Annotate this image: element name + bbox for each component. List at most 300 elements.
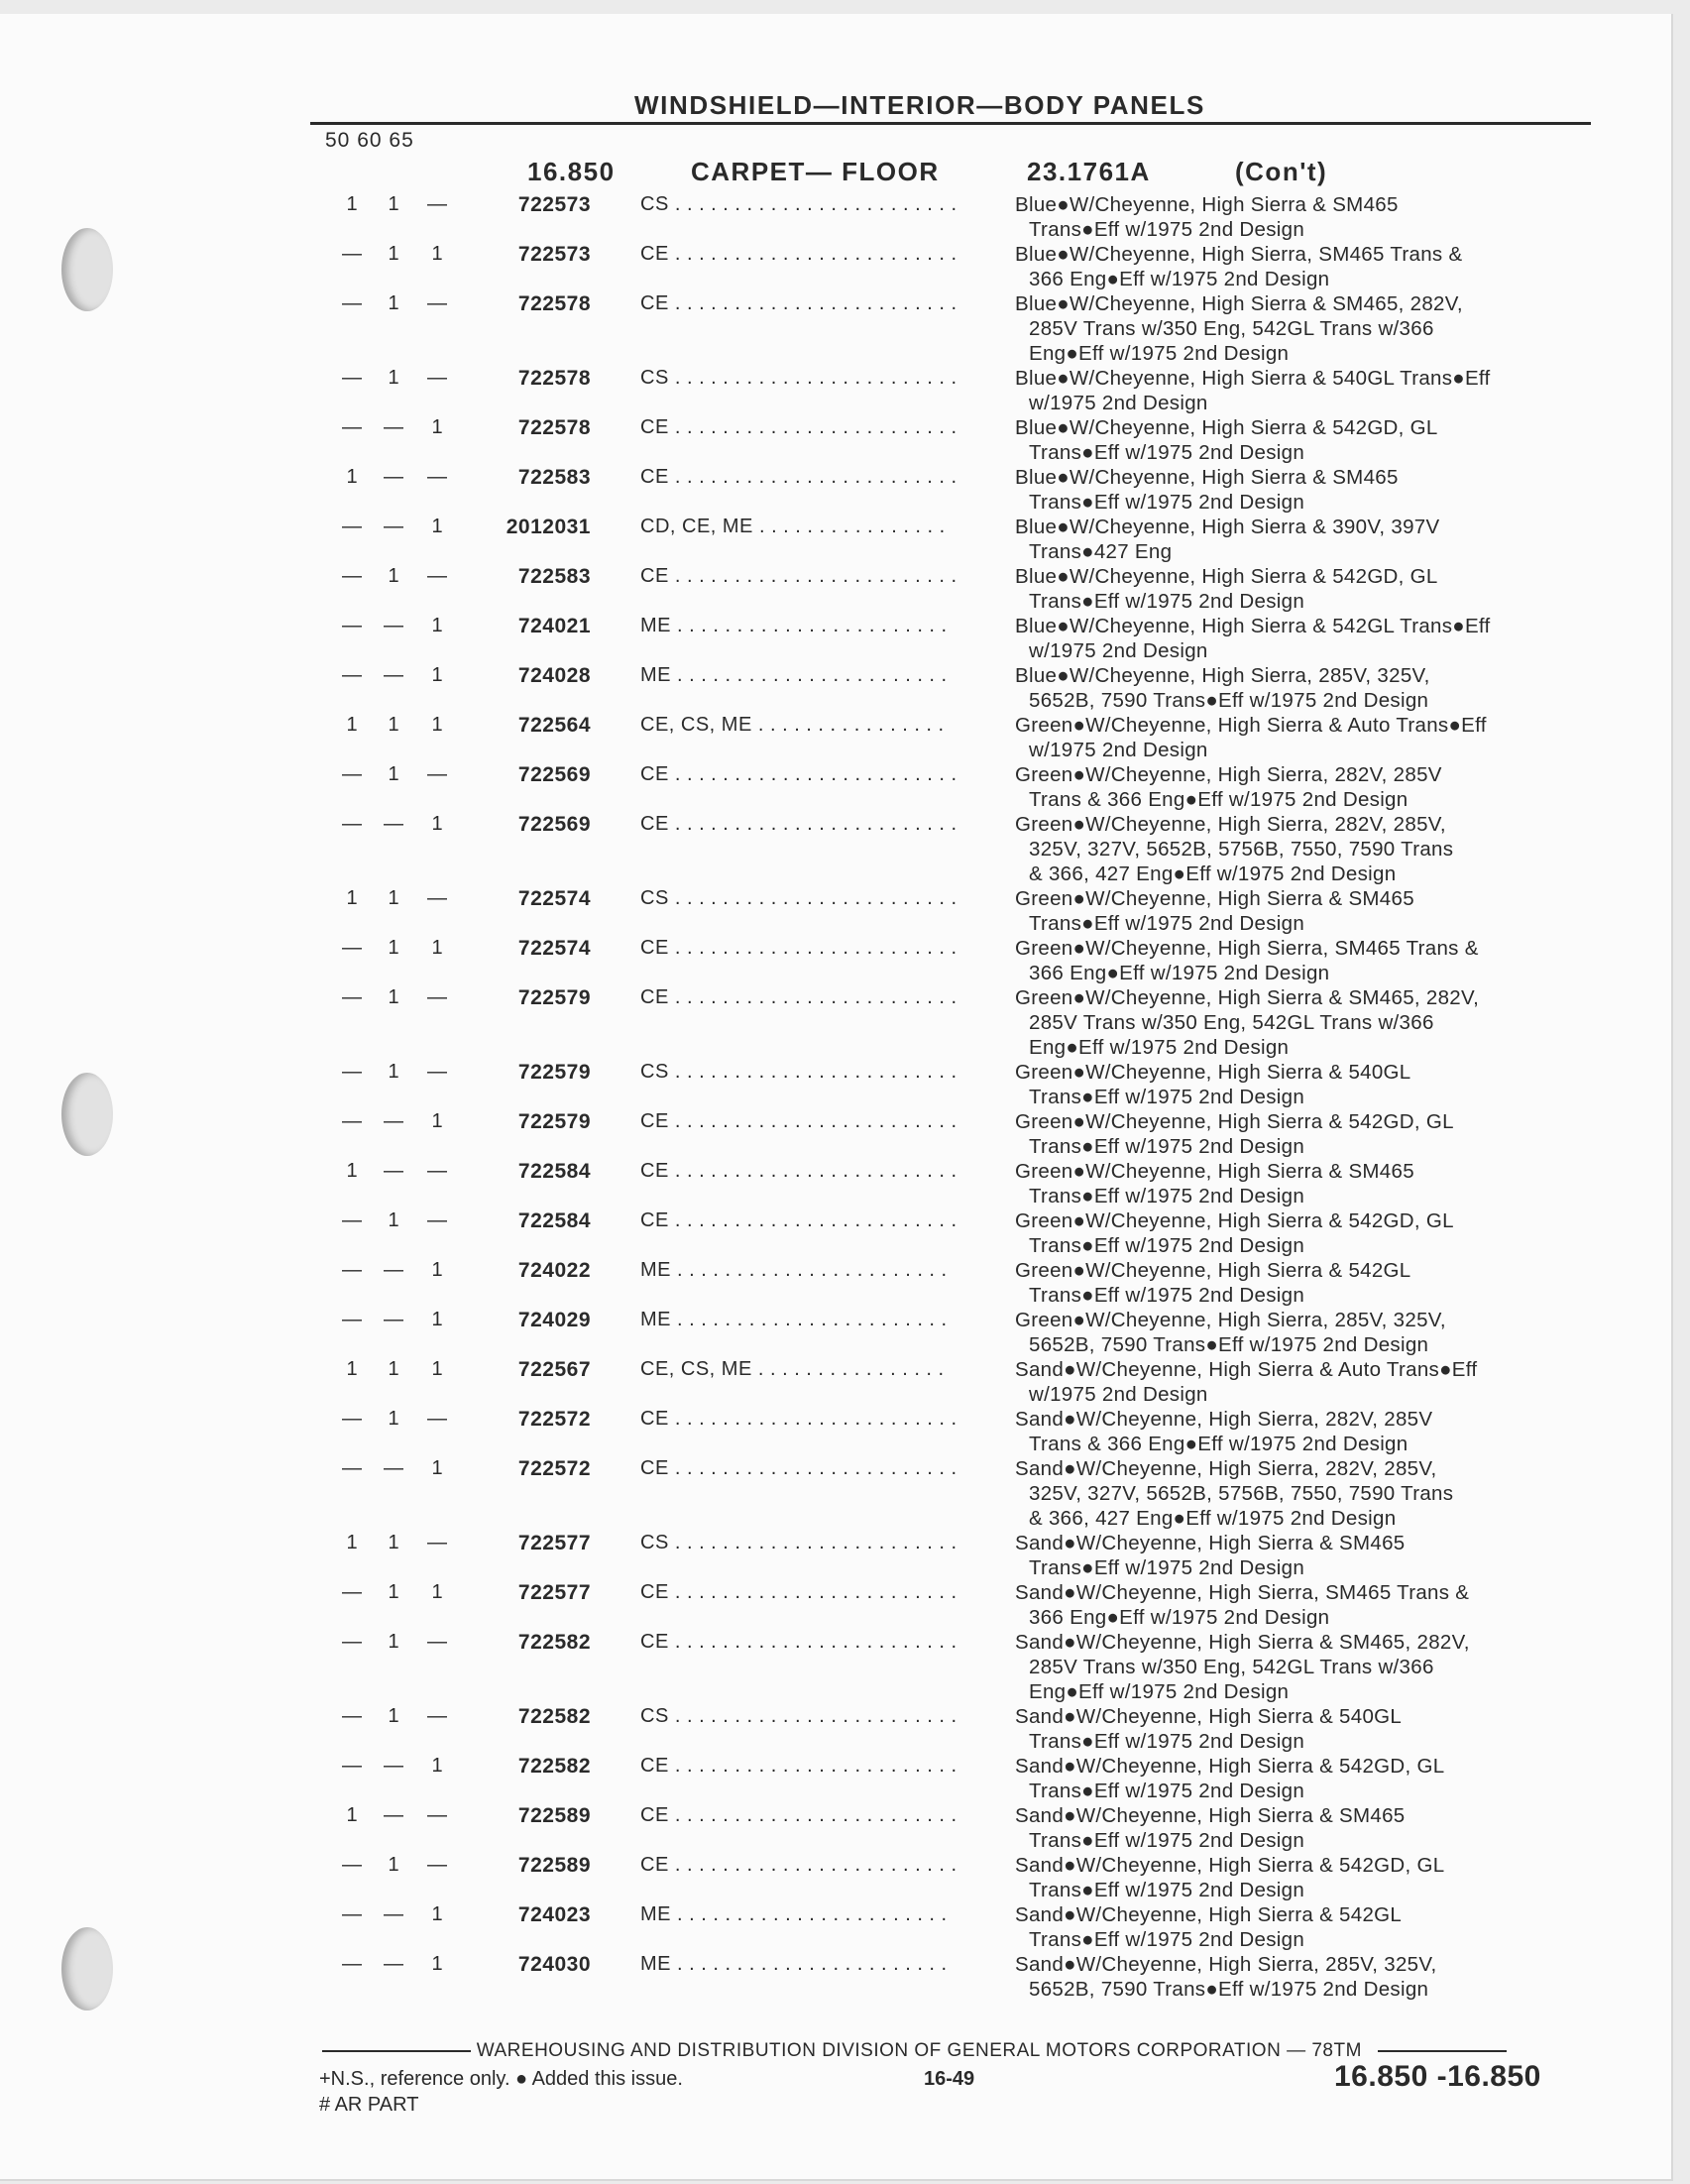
year-50-qty: — <box>342 1408 362 1430</box>
table-row <box>0 713 1671 762</box>
part-number: 722583 <box>517 565 591 588</box>
year-50-qty: — <box>342 1705 362 1727</box>
part-number: 724023 <box>517 1903 591 1926</box>
year-50-qty: 1 <box>346 1804 358 1826</box>
description-line: 5652B, 7590 Trans●Eff w/1975 2nd Design <box>1029 1978 1429 2001</box>
part-number: 722579 <box>517 986 591 1009</box>
model-codes: CS . . . . . . . . . . . . . . . . . . . . . . . . <box>640 367 958 389</box>
section-ref: 23.1761A <box>1027 157 1151 186</box>
table-row <box>0 366 1671 415</box>
year-50-qty: — <box>342 516 362 537</box>
year-50-qty: — <box>342 1061 362 1083</box>
part-description <box>1015 1060 1610 1109</box>
footer-legend: +N.S., reference only. ● Added this issue. <box>319 2068 683 2090</box>
description-line: Blue●W/Cheyenne, High Sierra, 285V, 325V, <box>1015 664 1430 687</box>
part-description <box>1015 713 1610 762</box>
table-row <box>0 1407 1671 1456</box>
part-description <box>1015 762 1610 812</box>
part-number: 722579 <box>517 1110 591 1133</box>
model-codes: CE . . . . . . . . . . . . . . . . . . . . . . . . <box>640 986 958 1008</box>
description-line: Trans●427 Eng <box>1029 540 1173 563</box>
year-65-qty: — <box>427 887 447 909</box>
model-codes: CE . . . . . . . . . . . . . . . . . . . . . . . . <box>640 1755 958 1777</box>
part-number: 724029 <box>517 1309 591 1331</box>
year-60-qty: 1 <box>388 1358 399 1380</box>
part-description <box>1015 1531 1610 1580</box>
part-number: 722574 <box>517 937 591 960</box>
year-50-qty: — <box>342 565 362 587</box>
table-row <box>0 465 1671 515</box>
table-row <box>0 1853 1671 1902</box>
year-60-qty: 1 <box>388 565 399 587</box>
table-row <box>0 1357 1671 1407</box>
table-row <box>0 192 1671 242</box>
part-description <box>1015 1456 1610 1531</box>
description-line: Green●W/Cheyenne, High Sierra, 282V, 285V <box>1015 763 1442 786</box>
year-50-qty: — <box>342 1209 362 1231</box>
year-60-qty: — <box>384 1755 403 1777</box>
year-65-qty: — <box>427 1532 447 1553</box>
year-60-qty: — <box>384 813 403 835</box>
part-description <box>1015 366 1610 415</box>
part-number: 722583 <box>517 466 591 489</box>
year-65-qty: — <box>427 292 447 314</box>
part-description <box>1015 1357 1610 1407</box>
year-65-qty: — <box>427 1408 447 1430</box>
table-row <box>0 1060 1671 1109</box>
model-codes: ME . . . . . . . . . . . . . . . . . . . . . . . <box>640 1309 948 1330</box>
part-description <box>1015 1630 1610 1704</box>
description-line: Trans●Eff w/1975 2nd Design <box>1029 590 1305 613</box>
model-codes: CE . . . . . . . . . . . . . . . . . . . . . . . . <box>640 813 958 835</box>
year-50-qty: 1 <box>346 1160 358 1182</box>
year-65-qty: 1 <box>431 1259 443 1281</box>
description-line: Sand●W/Cheyenne, High Sierra, 285V, 325V, <box>1015 1953 1437 1976</box>
description-line: Green●W/Cheyenne, High Sierra & 542GD, GL <box>1015 1110 1454 1133</box>
table-row <box>0 1580 1671 1630</box>
year-60-qty: — <box>384 1259 403 1281</box>
year-50-qty: — <box>342 1903 362 1925</box>
year-50-qty: — <box>342 615 362 636</box>
table-row <box>0 1159 1671 1208</box>
year-65-qty: 1 <box>431 416 443 438</box>
title-rule <box>310 122 1591 125</box>
year-50-qty: — <box>342 1953 362 1975</box>
part-number: 722589 <box>517 1854 591 1877</box>
description-line: 5652B, 7590 Trans●Eff w/1975 2nd Design <box>1029 1333 1429 1356</box>
part-description <box>1015 564 1610 614</box>
description-line: & 366, 427 Eng●Eff w/1975 2nd Design <box>1029 862 1397 885</box>
part-description <box>1015 242 1610 291</box>
footer-division-line <box>322 2040 1597 2062</box>
description-line: 285V Trans w/350 Eng, 542GL Trans w/366 <box>1029 317 1434 340</box>
part-description <box>1015 192 1610 242</box>
description-line: Trans●Eff w/1975 2nd Design <box>1029 1879 1305 1901</box>
description-line: w/1975 2nd Design <box>1029 1383 1208 1406</box>
model-codes: CE . . . . . . . . . . . . . . . . . . . . . . . . <box>640 565 958 587</box>
year-65-qty: 1 <box>431 1755 443 1777</box>
table-row <box>0 242 1671 291</box>
description-line: Trans●Eff w/1975 2nd Design <box>1029 218 1305 241</box>
part-number: 722567 <box>517 1358 591 1381</box>
description-line: Sand●W/Cheyenne, High Sierra & 542GD, GL <box>1015 1755 1445 1778</box>
year-65-qty: 1 <box>431 615 443 636</box>
description-line: Trans●Eff w/1975 2nd Design <box>1029 1780 1305 1802</box>
year-50-qty: — <box>342 937 362 959</box>
description-line: Sand●W/Cheyenne, High Sierra & 542GL <box>1015 1903 1403 1926</box>
year-50-qty: — <box>342 1259 362 1281</box>
year-60-qty: 1 <box>388 193 399 215</box>
year-50-qty: 1 <box>346 1532 358 1553</box>
year-65-qty: 1 <box>431 1309 443 1330</box>
description-line: Trans●Eff w/1975 2nd Design <box>1029 1829 1305 1852</box>
description-line: Sand●W/Cheyenne, High Sierra & SM465 <box>1015 1532 1406 1554</box>
description-line: 325V, 327V, 5652B, 5756B, 7550, 7590 Trans <box>1029 1482 1454 1505</box>
table-row <box>0 1109 1671 1159</box>
section-name: CARPET— FLOOR <box>691 157 940 186</box>
model-codes: CE . . . . . . . . . . . . . . . . . . . . . . . . <box>640 1209 958 1231</box>
description-line: Sand●W/Cheyenne, High Sierra, SM465 Trans & <box>1015 1581 1470 1604</box>
table-row <box>0 1952 1671 2002</box>
part-number: 722564 <box>517 714 591 737</box>
model-codes: CE . . . . . . . . . . . . . . . . . . . . . . . . <box>640 1110 958 1132</box>
year-60-qty: 1 <box>388 1408 399 1430</box>
model-codes: CE . . . . . . . . . . . . . . . . . . . . . . . . <box>640 1581 958 1603</box>
year-50-qty: — <box>342 243 362 265</box>
description-line: Trans●Eff w/1975 2nd Design <box>1029 912 1305 935</box>
description-line: Sand●W/Cheyenne, High Sierra, 282V, 285V, <box>1015 1457 1437 1480</box>
year-60-qty: — <box>384 664 403 686</box>
part-number: 722572 <box>517 1408 591 1431</box>
year-60-qty: — <box>384 1160 403 1182</box>
section-continued: (Con't) <box>1235 157 1328 186</box>
description-line: Green●W/Cheyenne, High Sierra & SM465, 282V, <box>1015 986 1480 1009</box>
part-number: 722573 <box>517 243 591 266</box>
description-line: Blue●W/Cheyenne, High Sierra & SM465 <box>1015 193 1399 216</box>
year-65-qty: — <box>427 1061 447 1083</box>
part-number: 722582 <box>517 1631 591 1654</box>
description-line: w/1975 2nd Design <box>1029 639 1208 662</box>
description-line: Trans●Eff w/1975 2nd Design <box>1029 1284 1305 1307</box>
year-60-qty: — <box>384 416 403 438</box>
table-row <box>0 1902 1671 1952</box>
part-description <box>1015 1952 1610 2002</box>
year-65-qty: 1 <box>431 1457 443 1479</box>
description-line: Green●W/Cheyenne, High Sierra, SM465 Trans & <box>1015 937 1479 960</box>
model-codes: CE . . . . . . . . . . . . . . . . . . . . . . . . <box>640 1631 958 1653</box>
part-number: 2012031 <box>506 516 591 538</box>
year-65-qty: — <box>427 1631 447 1653</box>
model-codes: CS . . . . . . . . . . . . . . . . . . . . . . . . <box>640 1705 958 1727</box>
model-codes: CE, CS, ME . . . . . . . . . . . . . . . . <box>640 714 945 736</box>
year-60-qty: 1 <box>388 367 399 389</box>
description-line: 285V Trans w/350 Eng, 542GL Trans w/366 <box>1029 1011 1434 1034</box>
year-50-qty: — <box>342 1309 362 1330</box>
part-number: 724030 <box>517 1953 591 1976</box>
description-line: Blue●W/Cheyenne, High Sierra & 542GD, GL <box>1015 416 1438 439</box>
year-65-qty: 1 <box>431 243 443 265</box>
description-line: Sand●W/Cheyenne, High Sierra & SM465, 282V, <box>1015 1631 1470 1654</box>
year-60-qty: 1 <box>388 292 399 314</box>
description-line: Eng●Eff w/1975 2nd Design <box>1029 1680 1290 1703</box>
table-row <box>0 564 1671 614</box>
section-number: 16.850 <box>527 157 616 186</box>
year-60-qty: 1 <box>388 1705 399 1727</box>
year-65-qty: 1 <box>431 1953 443 1975</box>
model-codes: CE . . . . . . . . . . . . . . . . . . . . . . . . <box>640 1457 958 1479</box>
year-50-qty: 1 <box>346 193 358 215</box>
table-row <box>0 762 1671 812</box>
year-65-qty: 1 <box>431 714 443 736</box>
description-line: Green●W/Cheyenne, High Sierra & 540GL <box>1015 1061 1411 1084</box>
year-65-qty: 1 <box>431 1110 443 1132</box>
part-description <box>1015 1159 1610 1208</box>
part-number: 722574 <box>517 887 591 910</box>
part-description <box>1015 1308 1610 1357</box>
year-65-qty: — <box>427 193 447 215</box>
description-line: Trans●Eff w/1975 2nd Design <box>1029 1185 1305 1207</box>
table-row <box>0 936 1671 985</box>
model-codes: ME . . . . . . . . . . . . . . . . . . . . . . . <box>640 615 948 636</box>
table-row <box>0 886 1671 936</box>
model-codes: ME . . . . . . . . . . . . . . . . . . . . . . . <box>640 664 948 686</box>
model-codes: CE . . . . . . . . . . . . . . . . . . . . . . . . <box>640 243 958 265</box>
part-number: 722589 <box>517 1804 591 1827</box>
model-codes: CS . . . . . . . . . . . . . . . . . . . . . . . . <box>640 887 958 909</box>
model-codes: CD, CE, ME . . . . . . . . . . . . . . . . <box>640 516 946 537</box>
year-50-qty: — <box>342 1110 362 1132</box>
description-line: Blue●W/Cheyenne, High Sierra & 540GL Trans●Eff <box>1015 367 1491 390</box>
table-row <box>0 1208 1671 1258</box>
part-description <box>1015 1754 1610 1803</box>
year-65-qty: — <box>427 1854 447 1876</box>
part-description <box>1015 1407 1610 1456</box>
model-codes: CS . . . . . . . . . . . . . . . . . . . . . . . . <box>640 1061 958 1083</box>
part-number: 722569 <box>517 813 591 836</box>
model-codes: CE . . . . . . . . . . . . . . . . . . . . . . . . <box>640 1160 958 1182</box>
year-50-qty: — <box>342 292 362 314</box>
part-description <box>1015 614 1610 663</box>
table-row <box>0 1704 1671 1754</box>
part-number: 722578 <box>517 416 591 439</box>
year-50-qty: 1 <box>346 714 358 736</box>
year-60-qty: 1 <box>388 763 399 785</box>
description-line: Trans●Eff w/1975 2nd Design <box>1029 491 1305 514</box>
description-line: 366 Eng●Eff w/1975 2nd Design <box>1029 962 1330 984</box>
part-description <box>1015 936 1610 985</box>
model-codes: CE . . . . . . . . . . . . . . . . . . . . . . . . <box>640 1408 958 1430</box>
footer-division: WAREHOUSING AND DISTRIBUTION DIVISION OF GENERAL MOTORS CORPORATION — 78TM <box>476 2040 1362 2061</box>
description-line: Blue●W/Cheyenne, High Sierra & 390V, 397V <box>1015 516 1440 538</box>
year-column-headers: 50 60 65 <box>325 129 414 152</box>
description-line: Green●W/Cheyenne, High Sierra & SM465 <box>1015 1160 1414 1183</box>
part-description <box>1015 1208 1610 1258</box>
part-number: 722572 <box>517 1457 591 1480</box>
year-50-qty: 1 <box>346 887 358 909</box>
description-line: w/1975 2nd Design <box>1029 739 1208 761</box>
description-line: Blue●W/Cheyenne, High Sierra & 542GD, GL <box>1015 565 1438 588</box>
table-row <box>0 1258 1671 1308</box>
description-line: Sand●W/Cheyenne, High Sierra & SM465 <box>1015 1804 1406 1827</box>
table-row <box>0 1630 1671 1704</box>
description-line: Sand●W/Cheyenne, High Sierra & 542GD, GL <box>1015 1854 1445 1877</box>
part-number: 722569 <box>517 763 591 786</box>
part-description <box>1015 1704 1610 1754</box>
table-row <box>0 985 1671 1060</box>
year-65-qty: — <box>427 1705 447 1727</box>
year-60-qty: 1 <box>388 714 399 736</box>
table-row <box>0 663 1671 713</box>
description-line: Green●W/Cheyenne, High Sierra, 282V, 285V, <box>1015 813 1446 836</box>
year-60-qty: — <box>384 1110 403 1132</box>
description-line: Sand●W/Cheyenne, High Sierra, 282V, 285V <box>1015 1408 1433 1431</box>
table-row <box>0 1531 1671 1580</box>
year-60-qty: — <box>384 466 403 488</box>
year-60-qty: — <box>384 1804 403 1826</box>
description-line: & 366, 427 Eng●Eff w/1975 2nd Design <box>1029 1507 1397 1530</box>
year-65-qty: 1 <box>431 1581 443 1603</box>
description-line: Trans●Eff w/1975 2nd Design <box>1029 441 1305 464</box>
year-50-qty: — <box>342 1457 362 1479</box>
description-line: Blue●W/Cheyenne, High Sierra & SM465, 282V, <box>1015 292 1463 315</box>
description-line: Green●W/Cheyenne, High Sierra & Auto Trans●Eff <box>1015 714 1487 737</box>
description-line: w/1975 2nd Design <box>1029 392 1208 414</box>
model-codes: ME . . . . . . . . . . . . . . . . . . . . . . . <box>640 1953 948 1975</box>
year-65-qty: — <box>427 1804 447 1826</box>
table-row <box>0 515 1671 564</box>
description-line: 366 Eng●Eff w/1975 2nd Design <box>1029 268 1330 290</box>
table-row <box>0 291 1671 366</box>
table-row <box>0 1754 1671 1803</box>
footer-rule <box>322 2050 471 2052</box>
year-60-qty: — <box>384 516 403 537</box>
description-line: Green●W/Cheyenne, High Sierra & 542GL <box>1015 1259 1411 1282</box>
year-50-qty: — <box>342 664 362 686</box>
table-row <box>0 1456 1671 1531</box>
model-codes: CE . . . . . . . . . . . . . . . . . . . . . . . . <box>640 763 958 785</box>
part-number: 724021 <box>517 615 591 637</box>
description-line: Trans●Eff w/1975 2nd Design <box>1029 1730 1305 1753</box>
year-50-qty: — <box>342 1581 362 1603</box>
year-50-qty: — <box>342 1854 362 1876</box>
year-60-qty: 1 <box>388 1854 399 1876</box>
model-codes: CE . . . . . . . . . . . . . . . . . . . . . . . . <box>640 937 958 959</box>
year-50-qty: — <box>342 986 362 1008</box>
year-65-qty: — <box>427 565 447 587</box>
model-codes: CE . . . . . . . . . . . . . . . . . . . . . . . . <box>640 466 958 488</box>
year-60-qty: 1 <box>388 243 399 265</box>
part-description <box>1015 663 1610 713</box>
year-65-qty: 1 <box>431 937 443 959</box>
year-65-qty: 1 <box>431 516 443 537</box>
year-60-qty: 1 <box>388 986 399 1008</box>
part-number: 722577 <box>517 1532 591 1554</box>
description-line: Sand●W/Cheyenne, High Sierra & 540GL <box>1015 1705 1403 1728</box>
part-number: 722582 <box>517 1705 591 1728</box>
year-60-qty: — <box>384 1953 403 1975</box>
year-65-qty: 1 <box>431 1903 443 1925</box>
description-line: Green●W/Cheyenne, High Sierra & SM465 <box>1015 887 1414 910</box>
year-65-qty: 1 <box>431 664 443 686</box>
model-codes: CE, CS, ME . . . . . . . . . . . . . . . . <box>640 1358 945 1380</box>
model-codes: CS . . . . . . . . . . . . . . . . . . . . . . . . <box>640 193 958 215</box>
part-description <box>1015 1258 1610 1308</box>
model-codes: CE . . . . . . . . . . . . . . . . . . . . . . . . <box>640 292 958 314</box>
description-line: Green●W/Cheyenne, High Sierra, 285V, 325V, <box>1015 1309 1446 1331</box>
year-65-qty: 1 <box>431 1358 443 1380</box>
part-number: 722578 <box>517 292 591 315</box>
model-codes: CE . . . . . . . . . . . . . . . . . . . . . . . . <box>640 1854 958 1876</box>
part-description <box>1015 465 1610 515</box>
part-description <box>1015 1853 1610 1902</box>
part-number: 722584 <box>517 1160 591 1183</box>
model-codes: CE . . . . . . . . . . . . . . . . . . . . . . . . <box>640 1804 958 1826</box>
year-60-qty: 1 <box>388 1209 399 1231</box>
description-line: Trans & 366 Eng●Eff w/1975 2nd Design <box>1029 1433 1408 1455</box>
year-60-qty: — <box>384 1309 403 1330</box>
part-description <box>1015 1902 1610 1952</box>
year-60-qty: 1 <box>388 1061 399 1083</box>
part-description <box>1015 1109 1610 1159</box>
year-65-qty: — <box>427 367 447 389</box>
year-65-qty: — <box>427 986 447 1008</box>
year-65-qty: 1 <box>431 813 443 835</box>
year-50-qty: — <box>342 1755 362 1777</box>
part-description <box>1015 415 1610 465</box>
part-description <box>1015 812 1610 886</box>
part-number: 722577 <box>517 1581 591 1604</box>
part-description <box>1015 515 1610 564</box>
part-number: 724028 <box>517 664 591 687</box>
part-description <box>1015 985 1610 1060</box>
footer-rule <box>1378 2050 1507 2052</box>
description-line: Sand●W/Cheyenne, High Sierra & Auto Trans●Eff <box>1015 1358 1478 1381</box>
year-50-qty: — <box>342 416 362 438</box>
year-60-qty: 1 <box>388 1581 399 1603</box>
description-line: Trans●Eff w/1975 2nd Design <box>1029 1135 1305 1158</box>
year-65-qty: — <box>427 763 447 785</box>
part-description <box>1015 1803 1610 1853</box>
description-line: 325V, 327V, 5652B, 5756B, 7550, 7590 Trans <box>1029 838 1454 861</box>
description-line: Trans●Eff w/1975 2nd Design <box>1029 1556 1305 1579</box>
part-number: 722578 <box>517 367 591 390</box>
year-50-qty: 1 <box>346 1358 358 1380</box>
table-row <box>0 614 1671 663</box>
section-range: 16.850 -16.850 <box>1334 2060 1541 2093</box>
year-60-qty: — <box>384 615 403 636</box>
footer-ar-part: # AR PART <box>319 2094 419 2116</box>
year-65-qty: — <box>427 466 447 488</box>
description-line: Blue●W/Cheyenne, High Sierra, SM465 Trans & <box>1015 243 1463 266</box>
description-line: Eng●Eff w/1975 2nd Design <box>1029 342 1290 365</box>
model-codes: ME . . . . . . . . . . . . . . . . . . . . . . . <box>640 1259 948 1281</box>
year-50-qty: — <box>342 1631 362 1653</box>
table-row <box>0 1308 1671 1357</box>
year-50-qty: — <box>342 367 362 389</box>
description-line: Trans●Eff w/1975 2nd Design <box>1029 1928 1305 1951</box>
description-line: Trans & 366 Eng●Eff w/1975 2nd Design <box>1029 788 1408 811</box>
part-number: 724022 <box>517 1259 591 1282</box>
part-description <box>1015 291 1610 366</box>
year-50-qty: 1 <box>346 466 358 488</box>
model-codes: CS . . . . . . . . . . . . . . . . . . . . . . . . <box>640 1532 958 1553</box>
description-line: Trans●Eff w/1975 2nd Design <box>1029 1086 1305 1108</box>
part-number: 722573 <box>517 193 591 216</box>
page-number: 16-49 <box>924 2068 975 2090</box>
description-line: 285V Trans w/350 Eng, 542GL Trans w/366 <box>1029 1656 1434 1678</box>
parts-list <box>0 192 1671 2002</box>
description-line: 5652B, 7590 Trans●Eff w/1975 2nd Design <box>1029 689 1429 712</box>
